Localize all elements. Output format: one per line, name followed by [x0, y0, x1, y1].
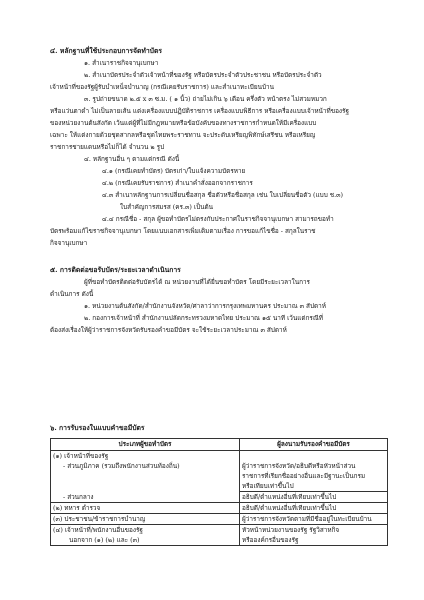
column-header: ผู้ลงนามรับรองคำขอมีบัตร — [240, 439, 388, 451]
section-5-line: ต้องส่งเรื่องให้ผู้ว่าราชการจังหวัดรับรองคำขอมีบัตร จะใช้ระยะเวลาประมาณ ๓ สัปดาห์ — [50, 326, 287, 334]
certification-table — [50, 438, 388, 546]
section-4-line: ๔.๒ (กรณีเคยรับราชการ) สำเนาคำสั่งออกจากราชการ — [102, 179, 253, 187]
table-row — [51, 503, 388, 514]
table-cell — [51, 471, 240, 481]
section-4-line: บัตรพร้อมแก้ไขราชกิจจานุเบกษา โดยแนบเอกสารเพิ่มเติมตามเรื่อง การขอแก้ไขชื่อ - สกุลในราช — [50, 227, 316, 235]
section-4-line: เฉพาะ ให้แต่งกายด้วยชุดสากลหรือชุดไทยพระราชทาน จะประดับเหรียญพิทักษ์เสรีชน หรือเหรียญ — [50, 131, 316, 139]
section-4-heading: ๔. หลักฐานที่ใช้ประกอบการจัดทำบัตร — [50, 47, 163, 55]
section-4-line: ๔.๔ กรณีชื่อ - สกุล ผู้ขอทำบัตรไม่ตรงกับประกาศในราชกิจจานุเบกษา สามารถขอทำ — [102, 215, 334, 223]
table-cell: หัวหน้าหน่วยงานของรัฐ รัฐวิสาหกิจ — [240, 525, 388, 536]
section-5-heading: ๕. การติดต่อขอรับบัตร/ระยะเวลาดำเนินการ — [50, 266, 181, 274]
section-5-line: ๑. หน่วยงานต้นสังกัด/สำนักงานจังหวัด/ศาลาว่าการกรุงเทพมหานคร ประมาณ ๓ สัปดาห์ — [84, 302, 326, 310]
table-row — [51, 535, 388, 546]
section-4-line: ๒. สำเนาบัตรประจำตัวเจ้าหน้าที่ของรัฐ หรือบัตรประจำตัวประชาชน หรือบัตรประจำตัว — [84, 71, 322, 79]
table-cell: หรือเทียบเท่าขึ้นไป — [240, 481, 388, 492]
section-4-line: ๓. รูปถ่ายขนาด ๒.๕ x ๓ ซ.ม. ( ๑ นิ้ว) ถ่ายไม่เกิน ๖ เดือน ครึ่งตัว หน้าตรง ไม่สวมหมวก — [84, 95, 327, 103]
section-4-line: เจ้าหน้าที่ของรัฐผู้รับบำเหน็จบำนาญ (กรณีเคยรับราชการ) และสำเนาทะเบียนบ้าน — [50, 83, 274, 91]
table-cell: หรือองค์กรอื่นของรัฐ — [240, 535, 388, 546]
table-row — [51, 481, 388, 492]
table-cell: (๓) ประชาชน/ข้าราชการบำนาญ — [51, 514, 240, 525]
section-4-line: ๑. สำเนาราชกิจจานุเบกษา — [84, 59, 159, 67]
table-cell: ผู้ว่าราชการจังหวัดตามที่มีชื่ออยู่ในทะเบียนบ้าน — [240, 514, 388, 525]
table-cell: อธิบดี/ตำแหน่งอื่นที่เทียบเท่าขึ้นไป — [240, 492, 388, 503]
section-4-line: ๔.๓ สำเนาหลักฐานการเปลี่ยนชื่อสกุล ชื่อตัวหรือชื่อสกุล เช่น ใบเปลี่ยนชื่อตัว (แบบ ช.๓) — [102, 191, 344, 199]
table-row — [51, 514, 388, 525]
table-row — [51, 525, 388, 536]
section-4-line: กิจจานุเบกษา — [50, 239, 88, 247]
table-cell: (๒) ทหาร ตำรวจ — [51, 503, 240, 514]
section-6-heading: ๖. การรับรองในแบบคำขอมีบัตร — [50, 424, 145, 432]
table-cell: อธิบดี/ตำแหน่งอื่นที่เทียบเท่าขึ้นไป — [240, 503, 388, 514]
section-4-line: ราชการชายแดนหรือไม่ก็ได้ จำนวน ๒ รูป — [50, 143, 165, 151]
table-cell: นอกจาก (๑) (๒) และ (๓) — [51, 535, 240, 546]
table-cell: ราชการที่เรียกชื่ออย่างอื่นและมีฐานะเป็นกรม — [240, 471, 388, 481]
section-5-line: ดำเนินการ ดังนี้ — [50, 290, 94, 298]
section-4-line: ของหน่วยงานต้นสังกัด เว้นแต่ผู้ที่ไม่มีกฎหมายหรือข้อบังคับของทางราชการกำหนดให้มีเครื่องแบบ — [50, 119, 317, 127]
table-cell: - ส่วนกลาง — [51, 492, 240, 503]
table-cell: (๑) เจ้าหน้าที่ของรัฐ — [51, 451, 240, 462]
section-4-line: หรือแว่นตาดำ ไม่เป็นลายเส้น แต่งเครื่องแบบปฏิบัติราชการ เครื่องแบบพิธีการ หรือเครื่องแบบเจ้าหน้าที่ของรัฐ — [50, 107, 350, 115]
table-cell: ผู้ว่าราชการจังหวัด/อธิบดีหรือหัวหน้าส่วน — [240, 461, 388, 471]
section-5-line: ๒. กองการเจ้าหน้าที่ สำนักงานปลัดกระทรวงมหาดไทย ประมาณ ๑๕ นาที เว้นแต่กรณีที่ — [84, 314, 323, 322]
table-cell — [51, 481, 240, 492]
table-cell — [240, 451, 388, 462]
section-4-line: ๔. หลักฐานอื่น ๆ ตามแต่กรณี ดังนี้ — [84, 155, 180, 163]
table-cell: (๔) เจ้าหน้าที่/พนักงานอื่นของรัฐ — [51, 525, 240, 536]
column-header: ประเภทผู้ขอทำบัตร — [51, 439, 240, 451]
table-row — [51, 451, 388, 462]
section-4-line: ใบสำคัญการสมรส (คร.๓) เป็นต้น — [120, 203, 214, 211]
table-row — [51, 461, 388, 471]
table-row — [51, 471, 388, 481]
section-4-line: ๔.๑ (กรณีเคยทำบัตร) บัตรเก่า/ใบแจ้งความบัตรหาย — [102, 167, 246, 175]
table-row — [51, 492, 388, 503]
table-header-row — [51, 439, 388, 451]
table-cell: - ส่วนภูมิภาค (รวมถึงพนักงานส่วนท้องถิ่น) — [51, 461, 240, 471]
section-5-line: ผู้ที่ขอทำบัตรติดต่อรับบัตรได้ ณ หน่วยงานที่ได้ยื่นขอทำบัตร โดยมีระยะเวลาในการ — [84, 278, 310, 286]
